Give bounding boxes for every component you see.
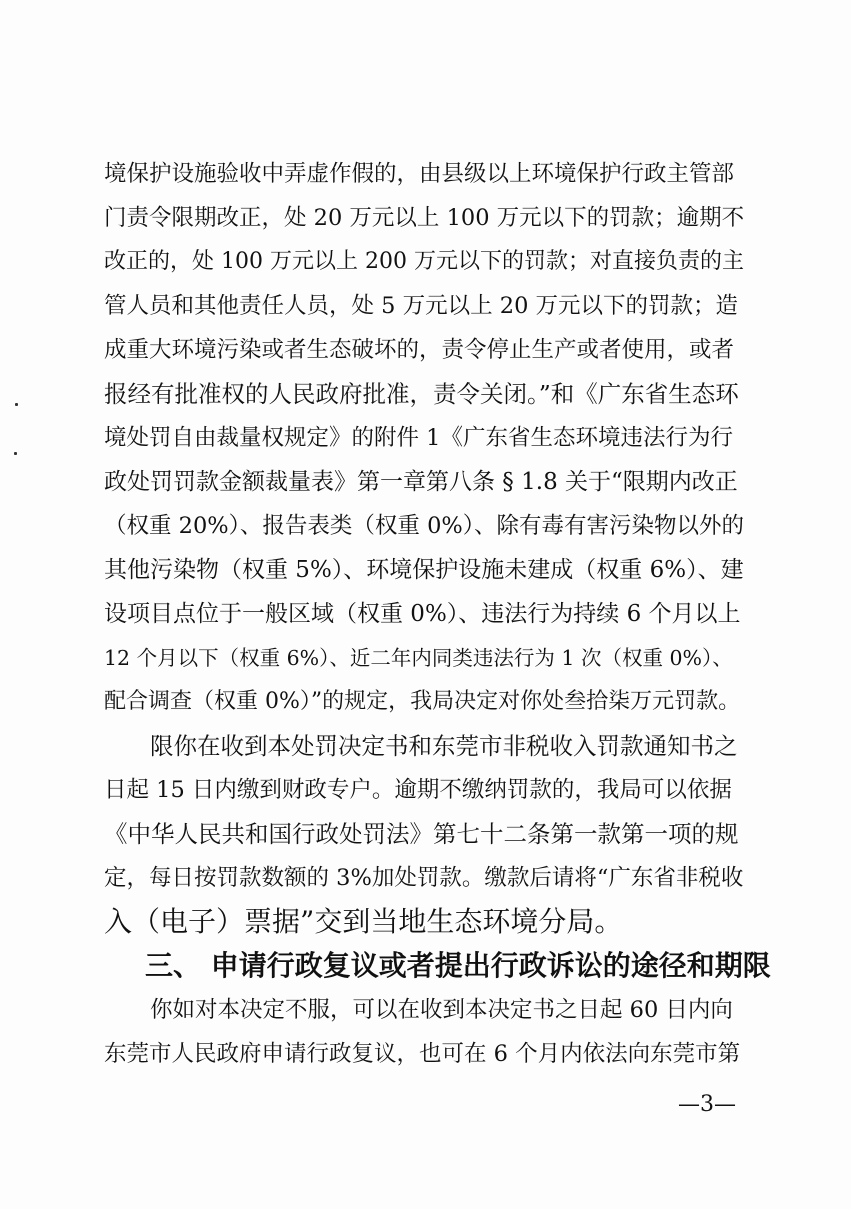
page-number: —3— xyxy=(678,1092,736,1117)
body-line: 《中华人民共和国行政处罚法》第七十二条第一款第一项的规 xyxy=(104,820,739,848)
section-heading: 三、 申请行政复议或者提出行政诉讼的途径和期限 xyxy=(145,949,771,982)
body-line: 成重大环境污染或者生态破坏的，责令停止生产或者使用，或者 xyxy=(104,337,735,363)
body-line: 12 个月以下（权重 6%）、近二年内同类违法行为 1 次（权重 0%）、 xyxy=(104,646,733,670)
body-line: 政处罚罚款金额裁量表》第一章第八条 § 1.8 关于“限期内改正 xyxy=(104,469,738,495)
body-line: 报经有批准权的人民政府批准，责令关闭。”和《广东省生态环 xyxy=(104,380,739,408)
body-line: 东莞市人民政府申请行政复议，也可在 6 个月内依法向东莞市第 xyxy=(104,1041,741,1067)
body-line: 设项目点位于一般区域（权重 0%）、违法行为持续 6 个月以上 xyxy=(104,601,741,627)
body-line: 境处罚自由裁量权规定》的附件 1《广东省生态环境违法行为行 xyxy=(104,425,733,451)
scan-speck xyxy=(14,452,17,455)
body-line: 改正的，处 100 万元以上 200 万元以下的罚款；对直接负责的主 xyxy=(104,249,744,274)
body-line: 管人员和其他责任人员，处 5 万元以上 20 万元以下的罚款；造 xyxy=(104,293,739,319)
body-line: 入（电子）票据”交到当地生态环境分局。 xyxy=(104,905,623,938)
paragraph-first-line: 限你在收到本处罚决定书和东莞市非税收入罚款通知书之 xyxy=(150,732,738,760)
paragraph-first-line: 你如对本决定不服，可以在收到本决定书之日起 60 日内向 xyxy=(150,997,733,1023)
scan-speck xyxy=(15,403,18,406)
body-line: 定，每日按罚款数额的 3%加处罚款。缴款后请将“广东省非税收 xyxy=(104,865,744,891)
body-line: 境保护设施验收中弄虚作假的，由县级以上环境保护行政主管部 xyxy=(104,161,735,187)
body-line: 其他污染物（权重 5%）、环境保护设施未建成（权重 6%）、建 xyxy=(104,557,744,583)
body-line: 日起 15 日内缴到财政专户。逾期不缴纳罚款的，我局可以依据 xyxy=(104,777,732,803)
body-line: 门责令限期改正，处 20 万元以上 100 万元以下的罚款；逾期不 xyxy=(104,205,745,231)
body-line: （权重 20%）、报告表类（权重 0%）、除有毒有害污染物以外的 xyxy=(104,513,745,539)
body-line: 配合调查（权重 0%）”的规定，我局决定对你处叁拾柒万元罚款。 xyxy=(104,689,741,714)
